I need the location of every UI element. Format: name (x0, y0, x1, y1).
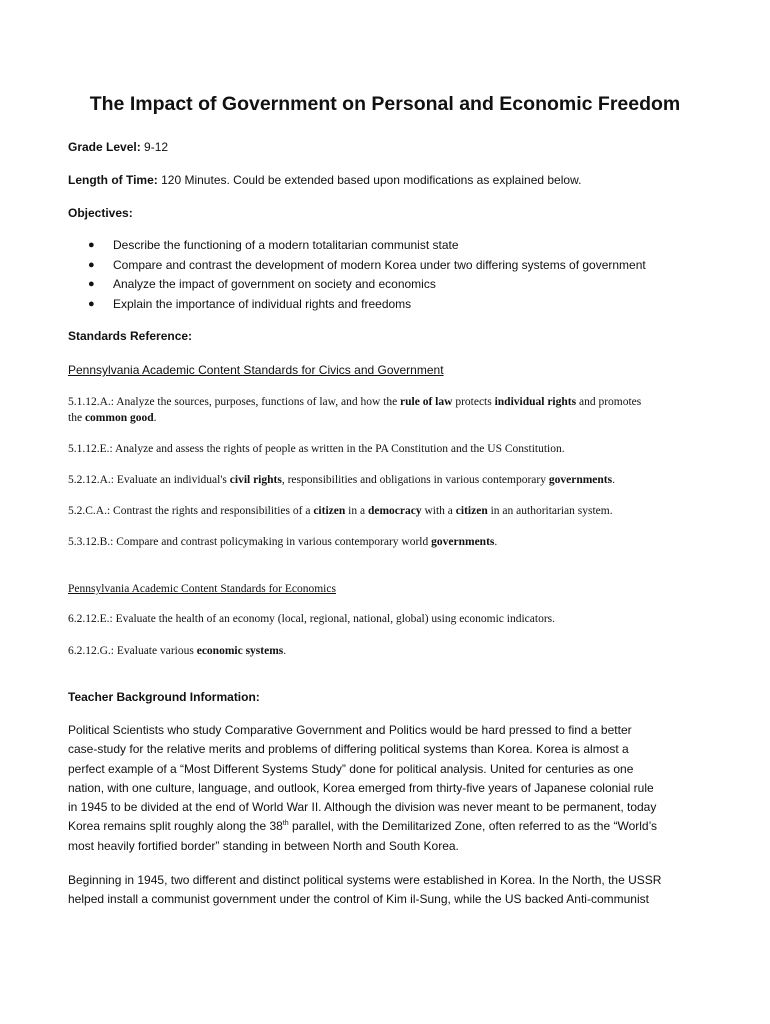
standard-5-1-12-a-line2 (68, 410, 157, 426)
standard-term: governments (431, 536, 495, 548)
objectives-list (68, 237, 646, 315)
standard-term: citizen (313, 505, 346, 517)
standard-6-2-12-e: 6.2.12.E.: Evaluate the health of an economy (local, regional, national, global) using economic indicators. (68, 613, 556, 625)
list-item (68, 257, 646, 277)
objective-text: Describe the functioning of a modern totalitarian communist state (113, 238, 459, 252)
list-item (68, 237, 646, 257)
paragraph-line: Beginning in 1945, two different and distinct political systems were established in Korea. In the North, the USSR (68, 873, 662, 887)
grade-level-label: Grade Level: (68, 140, 141, 154)
bullet-icon: ● (88, 297, 95, 310)
length-label: Length of Time: (68, 173, 158, 187)
bullet-icon: ● (88, 239, 95, 251)
economics-standards-heading: Pennsylvania Academic Content Standards for Economics (68, 583, 336, 595)
paragraph-line: case-study for the relative merits and problems of differing political systems than Korea. Korea is almost a (68, 742, 629, 757)
list-item (68, 296, 646, 316)
objective-text: Analyze the impact of government on society and economics (113, 277, 436, 291)
paragraph-line: Political Scientists who study Comparative Government and Politics would be hard pressed to find a better (68, 723, 632, 737)
standard-6-2-12-g (68, 643, 286, 659)
standard-5-2-c-a (68, 503, 613, 519)
standard-text: protects (452, 396, 495, 408)
standard-term: governments (548, 474, 613, 486)
standard-term: civil rights (229, 474, 282, 486)
civics-standards-heading: Pennsylvania Academic Content Standards for Civics and Government (68, 363, 444, 377)
grade-level-value: 9-12 (140, 140, 169, 154)
grade-level (68, 139, 168, 155)
superscript: th (282, 820, 289, 828)
standard-text: in a (345, 505, 368, 517)
length-value: 120 Minutes. Could be extended based upon modifications as explained below. (157, 173, 582, 187)
standard-text: , responsibilities and obligations in various contemporary (281, 474, 549, 486)
standard-text: . (494, 536, 498, 548)
standard-5-3-12-b (68, 534, 497, 550)
objectives-heading: Objectives: (68, 206, 133, 220)
standard-text: . (153, 412, 157, 424)
standard-text: . (612, 474, 615, 486)
paragraph-line (68, 817, 708, 836)
standard-5-1-12-a-line1 (68, 394, 641, 410)
bullet-icon: ● (88, 278, 95, 290)
standard-term: democracy (367, 505, 422, 517)
objective-text: Compare and contrast the development of modern Korea under two differing systems of government (113, 257, 646, 272)
standard-text: in an authoritarian system. (487, 505, 613, 517)
list-item (68, 276, 646, 296)
paragraph-line: most heavily fortified border” standing in between North and South Korea. (68, 838, 459, 853)
standard-term: rule of law (400, 396, 453, 408)
standard-text: 5.3.12.B.: Compare and contrast policymaking in various contemporary world (68, 536, 432, 548)
standard-term: economic systems (196, 645, 284, 657)
standard-text: with a (421, 505, 456, 517)
paragraph-line: helped install a communist government under the control of Kim il-Sung, while the US backed Anti-communist (68, 892, 649, 907)
standard-text: 5.2.12.A.: Evaluate an individual's (68, 474, 230, 486)
document-title: The Impact of Government on Personal and Economic Freedom (89, 93, 681, 115)
background-heading: Teacher Background Information: (68, 690, 260, 704)
paragraph-line: in 1945 to be divided at the end of World War II. Although the division was never meant to be permanent, today (68, 800, 657, 815)
standards-heading: Standards Reference: (68, 329, 193, 343)
bullet-icon: ● (88, 258, 95, 271)
standard-5-1-12-e: 5.1.12.E.: Analyze and assess the rights of people as written in the PA Constitution and the US Constitution. (68, 443, 565, 455)
standard-text: . (283, 645, 287, 657)
standard-text: the (68, 412, 85, 424)
length-of-time (68, 172, 581, 188)
objective-text: Explain the importance of individual rights and freedoms (113, 296, 412, 311)
standard-text: 6.2.12.G.: Evaluate various (68, 645, 197, 657)
standard-term: individual rights (494, 396, 577, 408)
standard-text: 5.2.C.A.: Contrast the rights and responsibilities of a (68, 505, 314, 517)
background-paragraph-2 (68, 871, 708, 910)
paragraph-line: nation, with one culture, language, and outlook, Korea emerged from thirty-five years of Japanese colonial rule (68, 780, 654, 795)
paragraph-text: Korea remains split roughly along the 38 (68, 819, 283, 834)
standard-5-2-12-a (68, 472, 615, 488)
paragraph-line: perfect example of a “Most Different Systems Study” done for political analysis. United for centuries as one (68, 761, 634, 776)
standard-text: 5.1.12.A.: Analyze the sources, purposes, functions of law, and how the (68, 396, 401, 408)
standard-text: and promotes (576, 396, 642, 408)
standard-term: citizen (455, 505, 488, 517)
background-paragraph-1 (68, 721, 708, 856)
paragraph-text: parallel, with the Demilitarized Zone, often referred to as the “World’s (288, 819, 658, 834)
standard-term: common good (84, 412, 154, 424)
